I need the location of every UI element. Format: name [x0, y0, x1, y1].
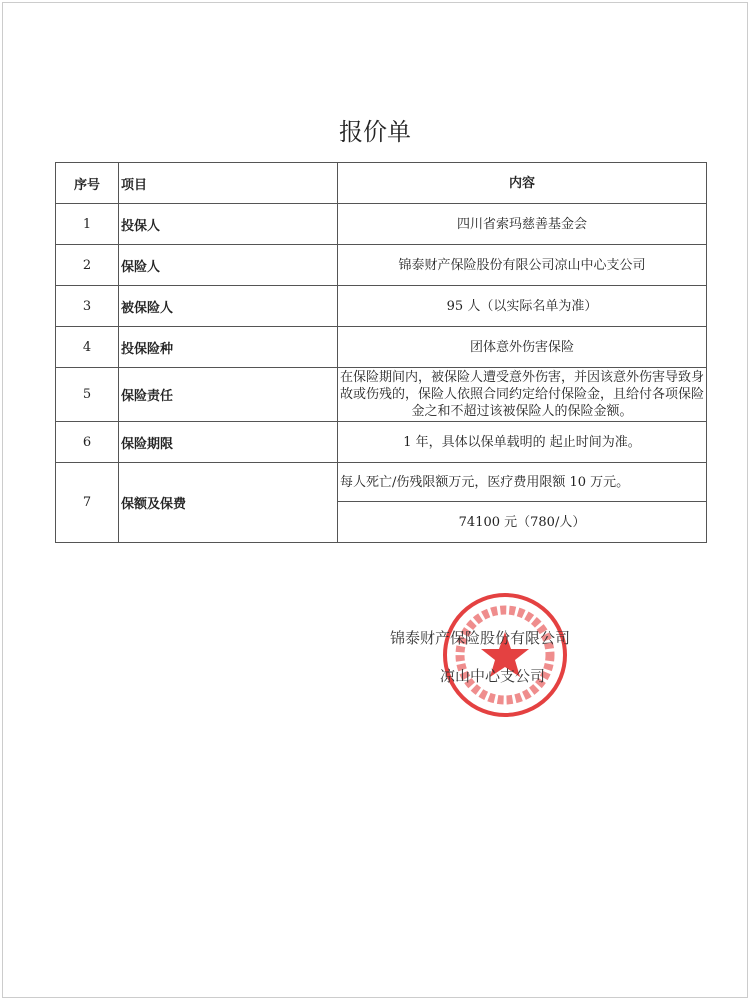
table-row — [56, 286, 707, 327]
row-content: 在保险期间内，被保险人遭受意外伤害，并因该意外伤害导致身故或伤残的，保险人依照合同约定给付保险金，且给付各项保险金之和不超过该被保险人的保险金额。 — [338, 368, 707, 422]
row-content: 锦泰财产保险股份有限公司凉山中心支公司 — [338, 245, 707, 286]
signature-branch: 凉山中心支公司 — [440, 667, 546, 685]
quote-table — [55, 162, 707, 543]
table-row — [56, 204, 707, 245]
row-item: 保险期限 — [119, 422, 338, 463]
table-row — [56, 327, 707, 368]
row-no: 5 — [56, 368, 119, 422]
row-content: 每人死亡/伤残限额万元，医疗费用限额 10 万元。 — [338, 463, 707, 502]
header-no: 序号 — [56, 163, 119, 204]
row-no: 7 — [56, 463, 119, 543]
table-row — [56, 422, 707, 463]
table-row — [56, 368, 707, 422]
table-header — [56, 163, 707, 204]
header-item: 项目 — [119, 163, 338, 204]
row-content: 95 人（以实际名单为准） — [338, 286, 707, 327]
page-title: 报价单 — [339, 118, 411, 146]
row-item: 保险人 — [119, 245, 338, 286]
row-content-premium: 74100 元（780/人） — [338, 502, 707, 543]
header-content: 内容 — [338, 163, 707, 204]
row-no: 4 — [56, 327, 119, 368]
row-item: 保险责任 — [119, 368, 338, 422]
row-content: 1 年，具体以保单载明的 起止时间为准。 — [338, 422, 707, 463]
signature-company: 锦泰财产保险股份有限公司 — [390, 629, 571, 647]
row-no: 3 — [56, 286, 119, 327]
table-row — [56, 463, 707, 502]
row-no: 6 — [56, 422, 119, 463]
row-item: 投保人 — [119, 204, 338, 245]
row-no: 1 — [56, 204, 119, 245]
row-content: 团体意外伤害保险 — [338, 327, 707, 368]
table-row — [56, 245, 707, 286]
row-item: 投保险种 — [119, 327, 338, 368]
row-item: 保额及保费 — [119, 463, 338, 543]
row-item: 被保险人 — [119, 286, 338, 327]
company-seal-icon — [440, 590, 570, 720]
row-content: 四川省索玛慈善基金会 — [338, 204, 707, 245]
row-no: 2 — [56, 245, 119, 286]
